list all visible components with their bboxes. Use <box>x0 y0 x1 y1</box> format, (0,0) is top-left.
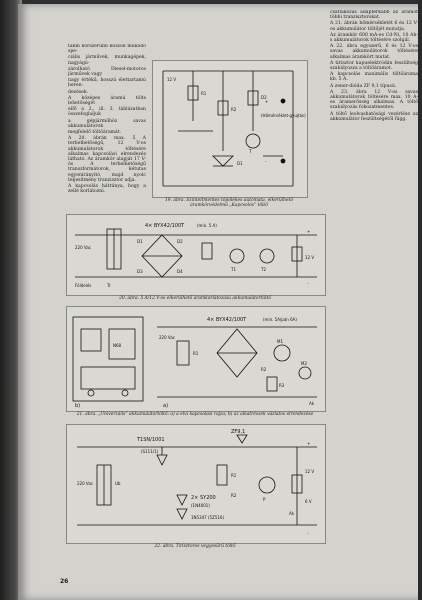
fig22-label-diodes: 2× SY200 <box>191 495 216 501</box>
figure-19 <box>152 60 308 198</box>
fig19-label-r1: R1 <box>201 91 207 96</box>
fig22-label-r2: R2 <box>231 493 237 498</box>
paragraph: tanm korszerűbb köszön működő spe- <box>68 44 146 55</box>
fig20-label-current: (min. 5 A) <box>197 223 217 228</box>
figure-20-caption: 20. ábra. 5 A/12 V-os elkerülhető áramkorlátozású akkumulátortöltő <box>119 296 271 301</box>
figure-21-caption: 21. ábra. „Univerzális” akkumulátortöltő: a) a elvi kapcsolási rajza; b) az alkatrészek vázlatos elrendezése <box>76 412 314 417</box>
fig19-label-d2: D2 <box>261 95 267 100</box>
fig21-label-r2: R2 <box>261 367 267 372</box>
paragraph: A 21. ábrán hőmérsékletét 6 és 12 V-os akkumulátor töltőjét mutatja. <box>330 21 418 32</box>
figure-20 <box>66 214 326 296</box>
fig22-label-ak: Ak <box>289 511 295 516</box>
page-edge <box>418 0 422 600</box>
paragraph: A 22. ábra egyszerű, 6 és 12 V-os savas akkumulátorok töltésére alkalmas áramkört mutat. <box>330 44 418 60</box>
fig22-label-zener: ZF9,1 <box>231 429 246 435</box>
fig19-label-t: T <box>249 149 252 154</box>
paragraph: A kapcsolás hátránya, hogy a zellé korlátozni. <box>68 184 146 195</box>
fig20-label-out: 12 V <box>305 255 315 260</box>
fig20-label-t1: T1 <box>231 267 236 272</box>
fig22-label-12v: 12 V <box>305 469 315 474</box>
paragraph: A kapcsolás maximális töltőárama kb. 5 A. <box>330 72 418 83</box>
paragraph: csatlakozás adapterkább az áramot többi tranzisztorokat. <box>330 10 418 21</box>
figure-21-schematic <box>67 307 325 411</box>
fig22-label-r1: R1 <box>231 473 237 478</box>
fig22-label-ub: Ub <box>115 481 121 486</box>
fig21-label-a: a) <box>163 403 169 409</box>
fig19-label-d1: D1 <box>237 161 243 166</box>
paragraph: A 20. ábrán max. 5 A terhelhetőségű, 12 V-os akkumulátorok töltésére alkalmas kapcsolási elrendezés látható. Az áramkör alapját 17 V-ös A terhelhetőségű transzformátorok, kétutas egyenirányító, majd nyolc teljesítmény tranzisztor adja. <box>68 136 146 183</box>
fig22-label-thyristor: T1SN/1001 <box>137 437 165 443</box>
fig20-label-t2: T2 <box>261 267 266 272</box>
figure-19-schematic <box>153 61 307 197</box>
fig21-label-mains: 220 Vac <box>159 335 175 340</box>
fig22-label-p: P <box>263 497 266 502</box>
paragraph: megfelelő töltőáramát. <box>68 130 122 136</box>
fig20-label-mains: 220 Vac <box>75 245 91 250</box>
fig19-label-voltage: 12 V <box>167 77 177 82</box>
figure-22-schematic <box>67 425 325 543</box>
figure-19-caption: 19. ábra. Szinteltmentes töpölékes automata, elkerülhető áramkörvédelmű „Kapcsolós” töltő <box>164 198 293 208</box>
paragraph: elfő a 2., ill. 3. táblázatban összefoglaljuk <box>68 107 146 118</box>
paragraph: A zener-dióda ZF 9,1 típusú. <box>330 83 397 89</box>
figure-22 <box>66 424 326 544</box>
fig20-label-minus: - <box>307 281 309 286</box>
fig20-label-bridge: 4× BYX42/100T <box>145 223 185 229</box>
fig21-label-ak: Ak <box>309 401 315 406</box>
fig20-label-d2: D2 <box>177 239 183 244</box>
paragraph: dezések. <box>68 89 89 95</box>
paragraph: Az áramkör 600 mA-es Cd-Ni, 10 Ah-s akkumulátorok töltésére szolgál. <box>330 32 418 44</box>
fig19-label-note: (Hőmérséklet-gyujtás) <box>261 113 306 118</box>
fig19-label-minus: - <box>265 159 267 164</box>
paragraph: A középes áramú tölts lehetőségét <box>68 95 146 107</box>
fig22-label-6v: 6 V <box>305 499 312 504</box>
fig22-label-diodes-alt: (1N4001) <box>191 503 210 508</box>
fig19-label-plus: + <box>265 99 269 104</box>
fig20-label-ground: Földelés <box>75 283 92 288</box>
paragraph: sárolható Diesel-motoros járművek vagy <box>68 66 146 78</box>
fig20-label-d3: D3 <box>137 269 143 274</box>
paragraph: A 23. ábra 12 V-os savas akkumulátorok töltésére max. 10 A-es áramerősség alkalmas. A töltő szabályozás fokozatmentes. <box>330 89 418 111</box>
fig21-label-m2: M2 <box>301 361 307 366</box>
fig22-label-minus: - <box>307 531 309 536</box>
fig21-label-m1: M1 <box>277 339 283 344</box>
page-number: 26 <box>60 578 69 585</box>
fig21-label-transformer: N68 <box>113 343 122 348</box>
figure-21 <box>66 306 326 412</box>
fig22-label-thyristor-alt: (S111/1) <box>141 449 159 454</box>
fig22-label-mains: 220 Vac <box>77 481 93 486</box>
fig21-label-r3: R3 <box>279 383 285 388</box>
paragraph: A töltő leolvashatósági vezérlése az akkumulátor feszültségétől függ. <box>330 111 418 122</box>
fig20-label-d4: D4 <box>177 269 183 274</box>
fig20-label-tr: Tr <box>107 283 111 288</box>
paragraph: a gépjárműhöz savas akkumulátorok <box>68 118 146 129</box>
fig22-label-zener2: 1N5347 (5Z516) <box>191 515 225 520</box>
paragraph: nagy értékű, hosszú élettartamú beren- <box>68 78 146 89</box>
paragraph: A tirisztor kapuelektródán feszültség szabályozza a töltőáramot. <box>330 60 418 72</box>
right-text-column <box>330 10 418 570</box>
fig20-label-plus: + <box>307 229 311 234</box>
fig22-label-plus: + <box>307 441 311 446</box>
fig21-label-b: b) <box>75 403 81 409</box>
fig21-label-r1: R1 <box>193 351 199 356</box>
fig21-label-bridge: 4× BYX42/100T <box>207 317 247 323</box>
paragraph: ciális járművek, munkagépek, nagyágú- <box>68 55 146 66</box>
figure-20-schematic <box>67 215 325 295</box>
fig21-label-rating: (min. 5A/pán 6A) <box>263 317 297 322</box>
fig19-label-r2: R2 <box>231 107 237 112</box>
figure-22-caption: 22. ábra. Tirisztoros vegyesűrű töltő <box>154 544 236 549</box>
fig20-label-d1: D1 <box>137 239 143 244</box>
